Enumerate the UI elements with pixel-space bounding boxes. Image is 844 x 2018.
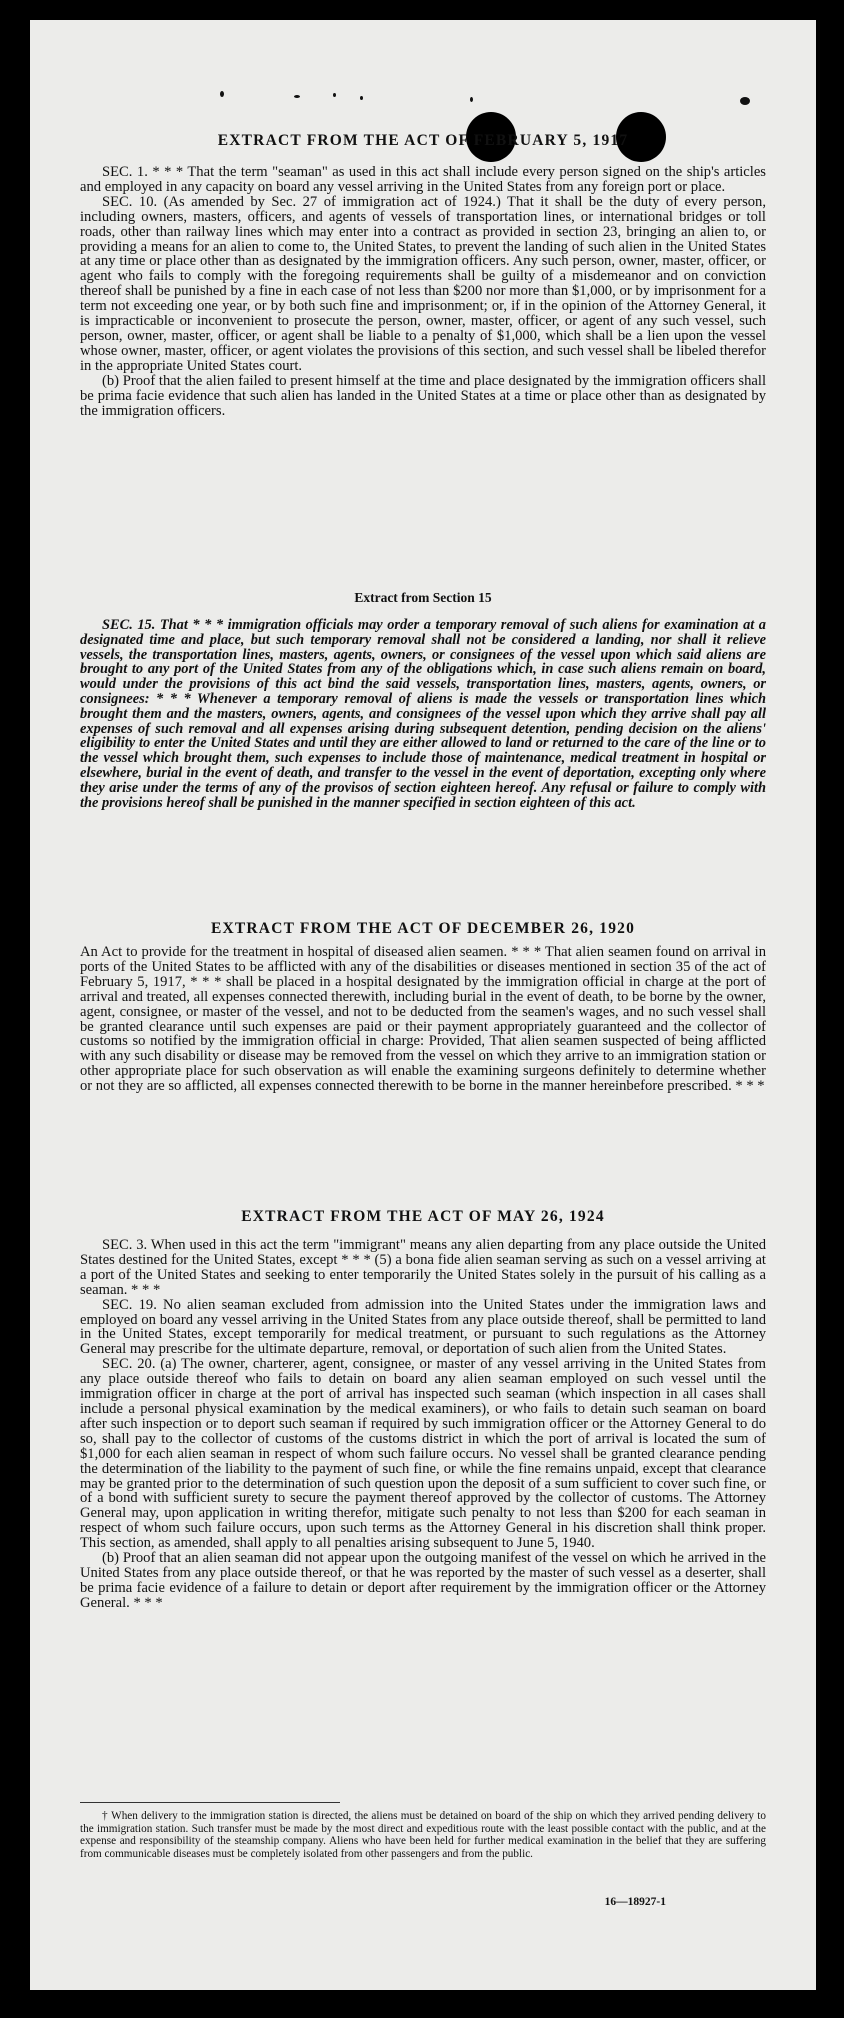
form-code: 16—18927-1 (604, 1896, 666, 1908)
act-1920-paragraph: An Act to provide for the treatment in hospital of diseased alien seamen. * * * That alien seamen found on arrival in ports of the United States to be afflicted with any of the disabilities or diseases mentioned in section 35 of the act of February 5, 1917, * * * shall be placed in a hospital designated by the immigration official in charge at the port of arrival and treated, all expenses connected therewith, including burial in the event of death, to be borne by the owner, agent, consignee, or master of the vessel, and not to be deducted from the seamen's wages, and no such vessel shall be granted clearance until such expenses are paid or their payment appropriately guaranteed and the collector of customs so notified by the immigration official in charge: Provided, That alien seamen suspected of being afflicted with any such disability or disease may be removed from the vessel on which they arrive to an immigration station or other appropriate place for such observation as will enable the examining surgeons definitely to determine whether or not they are so afflicted, all expenses connected therewith to be borne in the manner hereinbefore prescribed. * * * (80, 944, 766, 1095)
document-page (30, 20, 816, 1990)
section-20a-paragraph: SEC. 20. (a) The owner, charterer, agent, consignee, or master of any vessel arriving in the United States from any place outside thereof who fails to detain on board any alien seaman employed on such vessel until the immigration officer in charge at the port of arrival has inspected such seaman (which inspection in all cases shall include a personal physical examination by the medical examiners), or who fails to detain such seaman on board after such inspection or to deport such seaman if required by such immigration officer or the Attorney General to do so, shall pay to the collector of customs of the customs district in which the port of arrival is located the sum of $1,000 for each alien seaman in respect of whom such failure occurs. No vessel shall be granted clearance pending the determination of the liability to the payment of such fine, or while the fine remains unpaid, except that clearance may be granted prior to the determination of such question upon the deposit of a sum sufficient to cover such fine, or of a bond with sufficient surety to secure the payment thereof approved by the collector of customs. The Attorney General may, upon application in writing therefor, mitigate such penalty to not less than $200 for each seaman in respect of whom such failure occurs, upon such terms as the Attorney General in his discretion shall think proper. This section, as amended, shall apply to all penalties arising subsequent to June 5, 1940. (80, 1356, 766, 1552)
ink-speck (333, 93, 336, 97)
ink-speck (220, 91, 224, 97)
section-10b-paragraph: (b) Proof that the alien failed to present himself at the time and place designated by the immigration officers shall be prima facie evidence that such alien has landed in the United States at a time or place other than as designated by the immigration officers. (80, 372, 766, 419)
heading-act-1920: EXTRACT FROM THE ACT OF DECEMBER 26, 1920 (210, 920, 636, 937)
heading-section-15: Extract from Section 15 (354, 590, 492, 605)
section-19-paragraph: SEC. 19. No alien seaman excluded from admission into the United States under the immigration laws and employed on board any vessel arriving in the United States from any place outside thereof, shall be permitted to land in the United States, except temporarily for medical treatment, or pursuant to such regulations as the Attorney General may prescribe for the ultimate departure, removal, or deportation of such alien from the United States. (80, 1296, 766, 1358)
footnote: † When delivery to the immigration station is directed, the aliens must be detained on board of the ship on which they arrived pending delivery to the immigration station. Such transfer must be made by the most direct and expeditious route with the least possible contact with the public, and at the expense and responsibility of the steamship company. Aliens who have been held for further medical examination in the belief that they are suffering from communicable diseases must be completely isolated from other passengers and from the public. (80, 1810, 766, 1860)
section-10-paragraph: SEC. 10. (As amended by Sec. 27 of immigration act of 1924.) That it shall be the duty of every person, including owners, masters, officers, and agents of vessels of transportation lines, or international bridges or toll roads, other than railway lines which may enter into a contract as provided in section 23, bringing an alien to, or providing a means for an alien to come to, the United States, to prevent the landing of such alien in the United States at any time or place other than as designated by the immigration officers. Any such person, owner, master, officer, or agent who fails to comply with the foregoing requirements shall be guilty of a misdemeanor and on conviction thereof shall be punished by a fine in each case of not less than $200 nor more than $1,000, or by imprisonment for a term not exceeding one year, or by both such fine and imprisonment; or, if in the opinion of the Attorney General, it is impracticable or inconvenient to prosecute the person, owner, master, officer, or agent of any such vessel, such person, owner, master, officer, or agent shall be liable to a penalty of $1,000, which shall be a lien upon the vessel whose owner, master, officer, or agent violates the provisions of this section, and such vessel shall be libeled therefor in the appropriate United States court. (80, 193, 766, 374)
ink-speck (470, 97, 473, 102)
ink-speck (360, 96, 363, 100)
section-20b-paragraph: (b) Proof that an alien seaman did not appear upon the outgoing manifest of the vessel on which he arrived in the United States from any place outside thereof, or that he was reported by the master of such vessel as a deserter, shall be prima facie evidence of a failure to detain or deport after requirement by the immigration officer or the Attorney General. * * * (80, 1550, 766, 1611)
section-15-paragraph: SEC. 15. That * * * immigration officials may order a temporary removal of such aliens for examination at a designated time and place, but such temporary removal shall not be considered a landing, nor shall it relieve vessels, the transportation lines, masters, agents, owners, or consignees of the vessel upon which said aliens are brought to any port of the United States from any of the obligations which, in case such aliens remain on board, would under the provisions of this act bind the said vessels, transportation lines, masters, agents, owners, or consignees: * * * Whenever a temporary removal of aliens is made the vessels or transportation lines which brought them and the masters, owners, agents, and consignees of the vessel upon which they arrive shall pay all expenses of such removal and all expenses arising during subsequent detention, pending decision on the aliens' eligibility to enter the United States and until they are either allowed to land or returned to the care of the line or to the vessel which brought them, such expenses to include those of maintenance, medical treatment in hospital or elsewhere, burial in the event of death, and transfer to the vessel in the event of deportation, excepting only where they arise under the terms of any of the provisos of section eighteen hereof. Any refusal or failure to comply with the provisions hereof shall be punished in the manner specified in section eighteen of this act. (80, 617, 766, 811)
section-1-paragraph: SEC. 1. * * * That the term "seaman" as used in this act shall include every person signed on the ship's articles and employed in any capacity on board any vessel arriving in the United States from any foreign port or place. (80, 164, 766, 195)
heading-act-1917: EXTRACT FROM THE ACT OF FEBRUARY 5, 1917 (217, 132, 629, 149)
ink-speck (294, 95, 300, 98)
heading-act-1924: EXTRACT FROM THE ACT OF MAY 26, 1924 (241, 1208, 605, 1225)
ink-speck (740, 97, 750, 105)
section-3-paragraph: SEC. 3. When used in this act the term "immigrant" means any alien departing from any place outside the United States destined for the United States, except * * * (5) a bona fide alien seaman serving as such on a vessel arriving at a port of the United States and seeking to enter temporarily the United States solely in the pursuit of his calling as a seaman. * * * (80, 1237, 766, 1298)
footnote-rule (80, 1802, 340, 1803)
